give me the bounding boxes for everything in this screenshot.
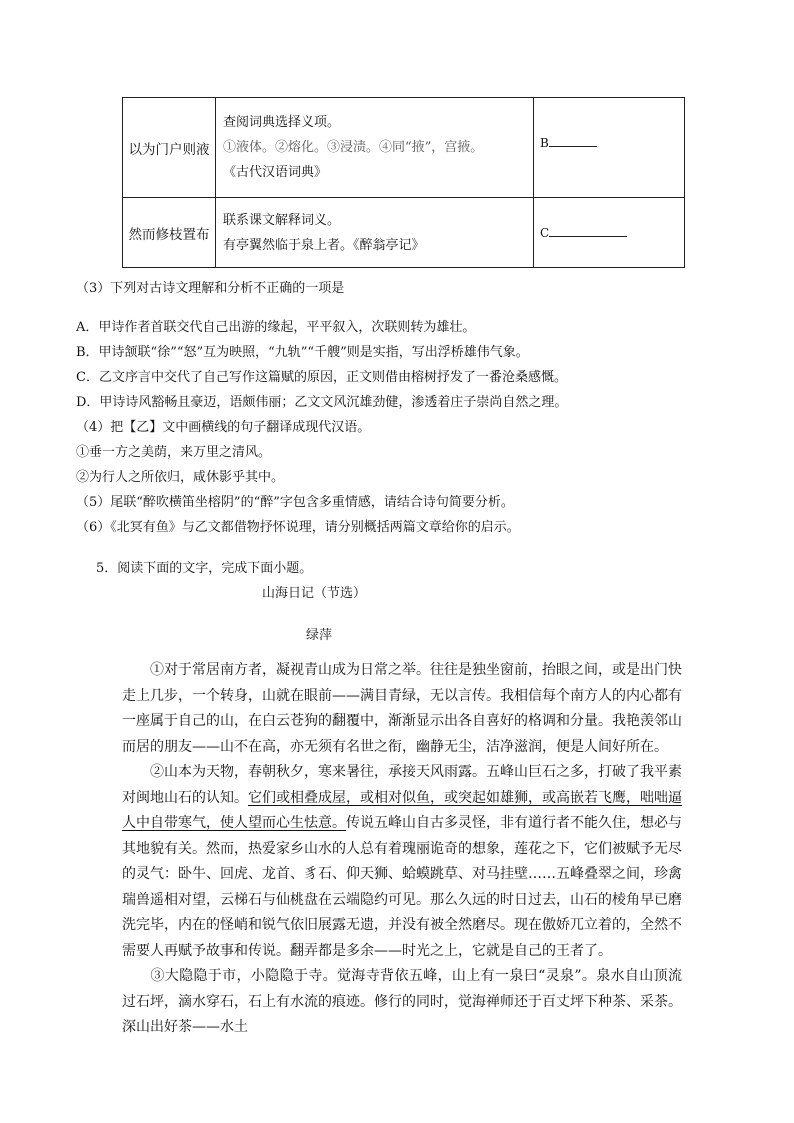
q5-stem: （5）尾联“醉吹横笛坐榕阴”的“醉”字包含多重情感，请结合诗句简要分析。 (76, 495, 514, 510)
passage-paragraph-3 (122, 964, 682, 1041)
q3-option-d[interactable]: D．甲诗诗风豁畅且豪迈，语颇伟丽；乙文文风沉雄劲健，渗透着庄子崇尚自然之理。 (76, 395, 568, 410)
q4-stem: （4）把【乙】文中画横线的句子翻译成现代汉语。 (76, 420, 371, 435)
q3-option-a[interactable]: A．甲诗作者首联交代自己出游的缘起，平平叙入，次联则转为雄壮。 (76, 320, 476, 335)
answer-label: B (540, 136, 549, 150)
section5-intro: 5．阅读下面的文字，完成下面小题。 (96, 561, 313, 576)
q4-item-1: ①垂一方之美荫，来万里之清风。 (76, 445, 272, 460)
method-line: ①液体。②熔化。③浸渍。④同“掖”，宫掖。 (223, 140, 484, 155)
method-line: 联系课文解释词义。 (223, 212, 341, 228)
q3-option-b[interactable]: B．甲诗颔联“徐”“怒”互为映照，“九轨”“千艘”则是实指，写出浮桥雄伟气象。 (76, 345, 529, 360)
answer-blank[interactable] (549, 226, 627, 237)
table-word-cell: 以为门户则液 (123, 98, 216, 198)
q3-option-c[interactable]: C．乙文序言中交代了自己写作这篇赋的原因，正文则借由榕树抒发了一番沧桑感慨。 (76, 370, 567, 385)
answer-label: C (540, 225, 550, 240)
table-answer-cell (534, 98, 685, 198)
section5-title: 山海日记（节选） (262, 586, 367, 601)
table-row (123, 98, 685, 198)
table-row (123, 198, 685, 268)
q6-stem: （6）《北冥有鱼》与乙文都借物抒怀说理，请分别概括两篇文章给你的启示。 (76, 520, 520, 535)
table-word-cell: 然而修枝置布 (123, 198, 216, 268)
answer-blank[interactable] (549, 136, 597, 147)
passage-paragraph-2 (122, 760, 682, 964)
paragraph-text: ③大隐隐于市，小隐隐于寺。觉海寺背依五峰，山上有一泉曰“灵泉”。泉水自山顶流过石坪，滴水穿石，石上有水流的痕迹。修行的同时，觉海禅师还于百丈坪下种茶、采茶。深山出好茶——水土 (122, 968, 682, 1035)
passage-paragraph-1 (122, 658, 682, 760)
method-line: 有亭翼然临于泉上者。《醉翁亭记》 (223, 237, 425, 253)
method-line: 查阅词典选择义项。 (223, 115, 341, 130)
q4-item-2: ②为行人之所依归，咸休影乎其中。 (76, 470, 285, 485)
paragraph-text: ②山本为天物，春朝秋夕，寒来暑往，承接天风雨露。五峰山巨石之多，打破了我平素对闽地山石的认知。 (122, 764, 682, 806)
paragraph-text: 传说五峰山自古多灵怪，非有道行者不能久住，想必与其地貌有关。然而，热爱家乡山水的人总有着瑰丽诡奇的想象，莲花之下，它们被赋予无尽的灵气：卧牛、回虎、龙首、豸石、仰天狮、蛤蟆跳草、对马挂壁……五峰叠翠之间，珍禽瑞兽遥相对望，云梯石与仙桃盘在云端隐约可见。那么久远的时日过去，山石的棱角早已磨洗完毕，内在的怪峭和锐气依旧展露无遗，并没有被全然磨尽。现在傲娇兀立着的，全然不需要人再赋予故事和传说。翻弄都是多余——时光之上，它就是自己的王者了。 (122, 815, 682, 959)
table-answer-cell (534, 198, 685, 268)
table-method-cell (216, 198, 534, 268)
vocab-table (122, 97, 685, 268)
section5-author: 绿萍 (306, 628, 333, 643)
table-method-cell (216, 98, 534, 198)
q3-stem: （3）下列对古诗文理解和分析不正确的一项是 (76, 281, 345, 296)
paragraph-text: ①对于常居南方者，凝视青山成为日常之举。往往是独坐窗前，抬眼之间，或是出门快走上几步，一个转身，山就在眼前——满目青绿，无以言传。我相信每个南方人的内心都有一座属于自己的山，在白云苍狗的翻覆中，渐渐显示出各自喜好的格调和分量。我艳羡邻山而居的朋友——山不在高，亦无须有名世之衔，幽静无尘，洁净滋润，便是人间好所在。 (122, 662, 682, 755)
method-line: 《古代汉语词典》 (223, 165, 328, 180)
underlined-sentence: 它们或相叠成屋，或相对似鱼，或突起如雄狮，或高嵌若飞鹰，咄咄逼人中自带寒气，使人望而心生怯意。 (122, 789, 682, 831)
